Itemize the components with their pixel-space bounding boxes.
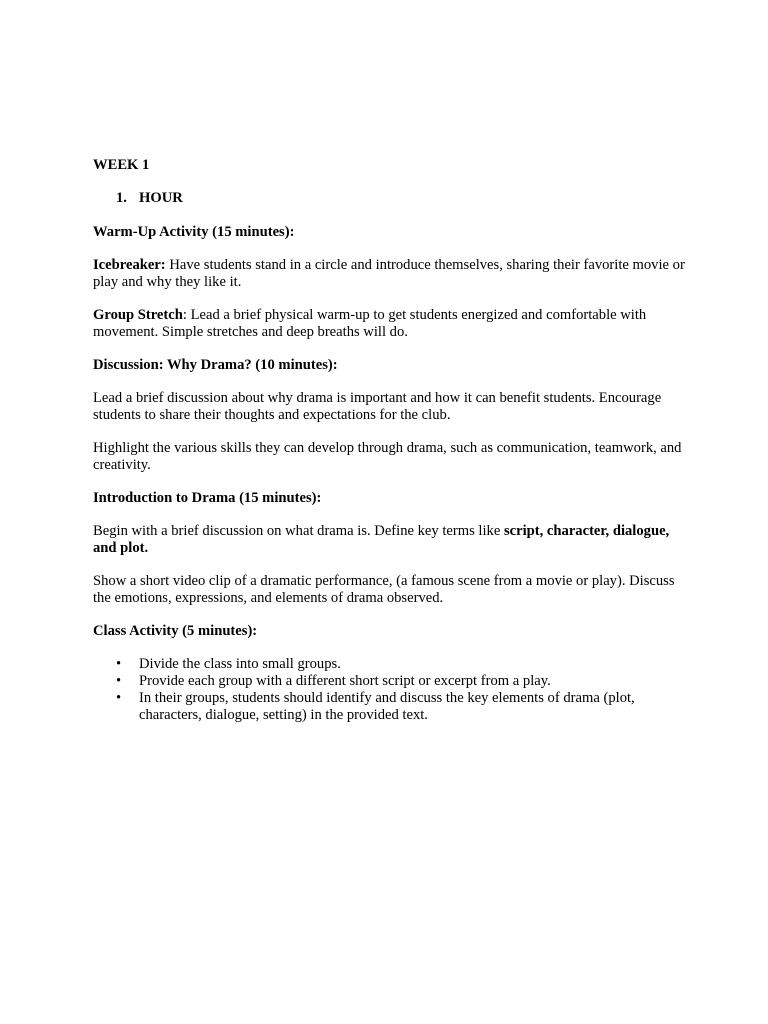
list-item bbox=[93, 690, 693, 724]
list-item-text: Provide each group with a different short script or excerpt from a play. bbox=[139, 673, 551, 689]
bullet-icon: • bbox=[116, 656, 122, 672]
hour-label: HOUR bbox=[139, 190, 183, 206]
list-item-text: In their groups, students should identify and discuss the key elements of drama (plot, characters, dialogue, setting) in the provided text. bbox=[139, 690, 635, 723]
hour-number: 1. bbox=[116, 190, 127, 206]
icebreaker-paragraph bbox=[93, 257, 693, 291]
icebreaker-text: Have students stand in a circle and introduce themselves, sharing their favorite movie or play and why they like it. bbox=[93, 257, 685, 290]
class-activity-heading: Class Activity (5 minutes): bbox=[93, 623, 258, 639]
icebreaker-label: Icebreaker: bbox=[93, 257, 166, 273]
warmup-heading: Warm-Up Activity (15 minutes): bbox=[93, 224, 295, 240]
list-item bbox=[93, 673, 693, 690]
intro-paragraph-1 bbox=[93, 523, 693, 557]
discussion-paragraph-2: Highlight the various skills they can develop through drama, such as communication, teamwork, and creativity. bbox=[93, 440, 682, 473]
bullet-icon: • bbox=[116, 673, 122, 689]
document-page bbox=[93, 157, 693, 724]
intro-key-terms: script, character, dialogue, and plot. bbox=[93, 523, 670, 556]
list-item-text: Divide the class into small groups. bbox=[139, 656, 341, 672]
stretch-text: : Lead a brief physical warm-up to get students energized and comfortable with movement. Simple stretches and deep breaths will do. bbox=[93, 307, 647, 340]
intro-text: Begin with a brief discussion on what drama is. Define key terms like bbox=[93, 523, 504, 539]
stretch-paragraph bbox=[93, 307, 693, 341]
intro-paragraph-2: Show a short video clip of a dramatic performance, (a famous scene from a movie or play). Discuss the emotions, expressions, and elements of drama observed. bbox=[93, 573, 675, 606]
bullet-icon: • bbox=[116, 690, 122, 706]
discussion-heading: Discussion: Why Drama? (10 minutes): bbox=[93, 357, 338, 373]
stretch-label: Group Stretch bbox=[93, 307, 183, 323]
discussion-paragraph-1: Lead a brief discussion about why drama is important and how it can benefit students. Encourage students to share their thoughts and expectations for the club. bbox=[93, 390, 662, 423]
hour-list-item bbox=[116, 190, 693, 207]
intro-heading: Introduction to Drama (15 minutes): bbox=[93, 490, 322, 506]
week-heading: WEEK 1 bbox=[93, 157, 150, 173]
class-activity-list bbox=[93, 656, 693, 724]
list-item bbox=[93, 656, 693, 673]
